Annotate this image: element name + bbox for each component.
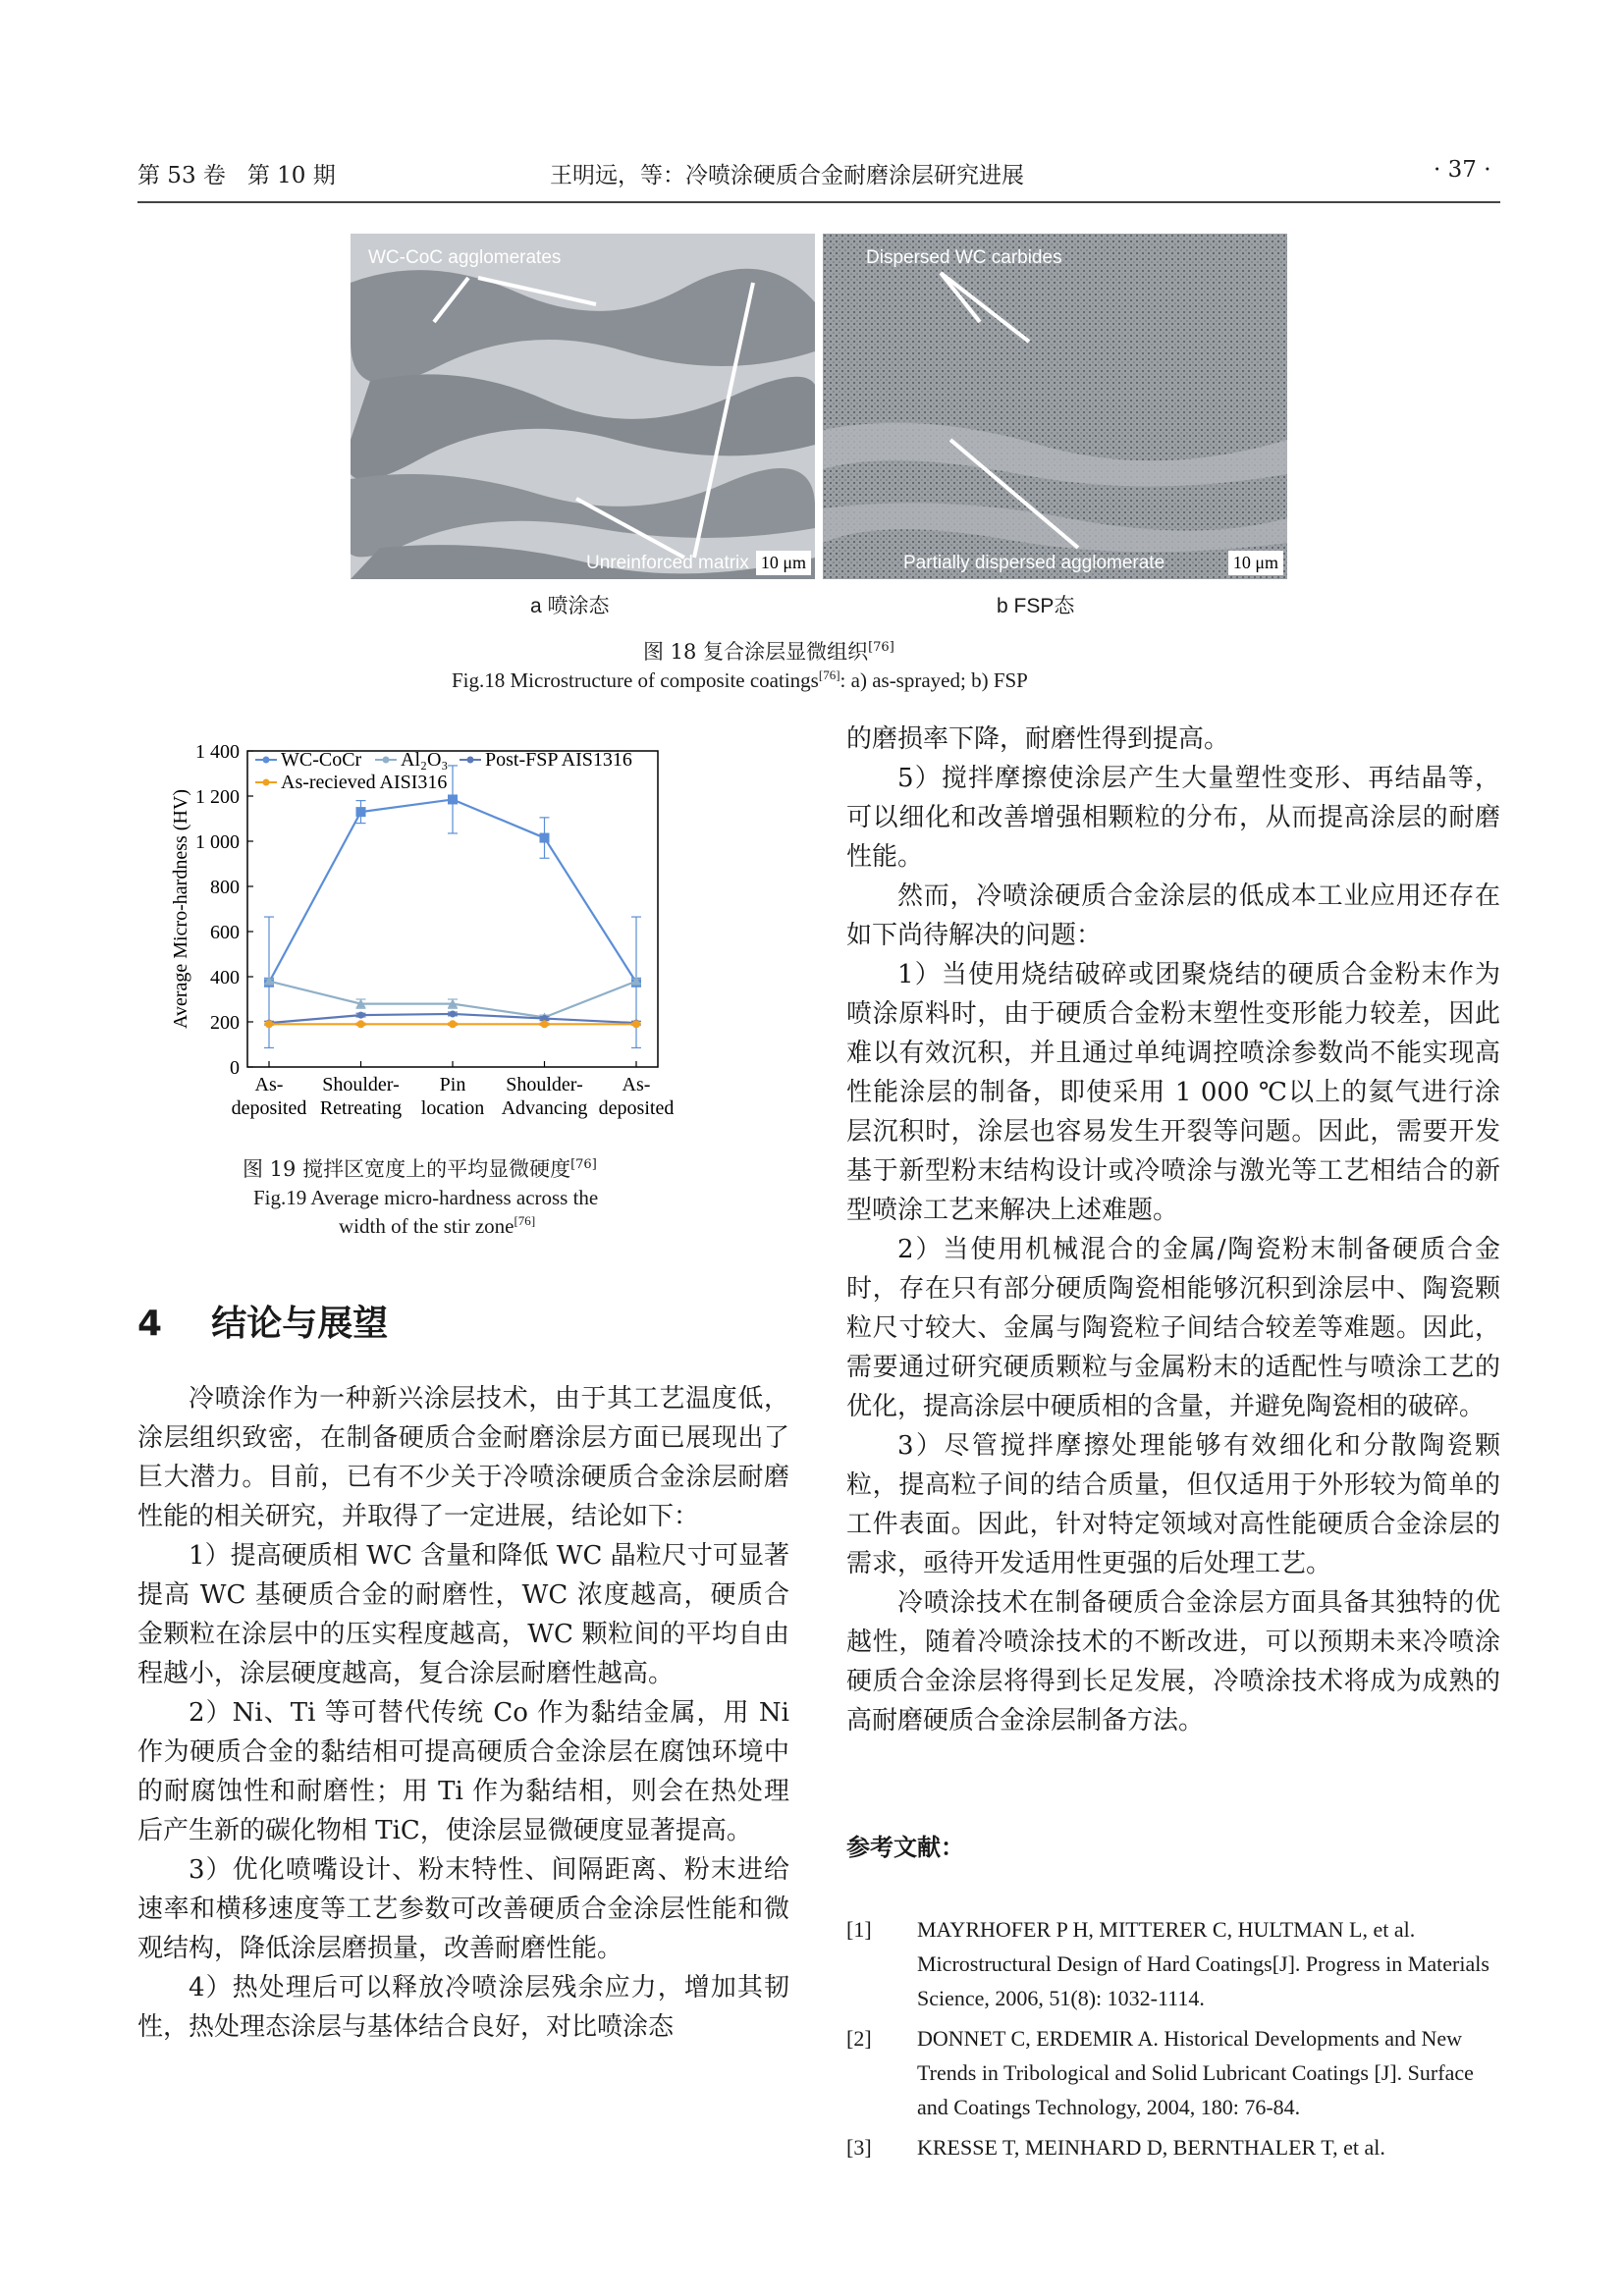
fig18a-label-agglomerates: WC-CoC agglomerates [368,247,562,268]
legend-marker [263,779,270,786]
fig18b-caption: b FSP态 [997,595,1075,617]
legend-marker [467,757,474,764]
header-rule [137,201,1500,203]
data-point [541,1020,549,1028]
header-title: 王明远，等：冷喷涂硬质合金耐磨涂层研究进展 [550,163,1024,188]
y-tick-label: 600 [210,922,240,943]
reference-item: [1] MAYRHOFER P H, MITTERER C, HULTMAN L, et al. Microstructural Design of Hard Coatings[J]. Progress in Materials Science, 2006, 51(8): 1032-1114. [846,1917,1489,2010]
y-tick-label: 800 [210,877,240,898]
fig19-caption-cn: 图 19 搅拌区宽度上的平均显微硬度[76] [243,1157,597,1181]
y-tick-label: 1 200 [195,786,240,808]
legend-label: Post-FSP AIS1316 [485,749,632,771]
header-volume: 第 53 卷 第 10 期 [137,163,336,188]
header-page-number: · 37 · [1434,157,1491,183]
paragraph: 3）尽管搅拌摩擦处理能够有效细化和分散陶瓷颗粒，提高粒子间的结合质量，但仅适用于外形较为简单的工件表面。因此，针对特定领域对高性能硬质合金涂层的需求，亟待开发适用性更强的后处理工艺。 [846,1431,1500,1578]
paragraph: 2）Ni、Ti 等可替代传统 Co 作为黏结金属，用 Ni 作为硬质合金的黏结相可提高硬质合金涂层在腐蚀环境中的耐腐蚀性和耐磨性；用 Ti 作为黏结相，则会在热处理后产生新的碳化物相 TiC，使涂层显微硬度显著提高。 [137,1698,789,1845]
x-tick-label: deposited [231,1097,307,1119]
paragraph-continuation: 的磨损率下降，耐磨性得到提高。 [846,724,1230,754]
references-heading: 参考文献： [846,1834,964,1861]
y-tick-label: 0 [230,1057,240,1079]
data-point [632,1020,640,1028]
data-point [357,1012,364,1019]
data-point [448,794,458,804]
micrograph-b-texture [823,234,1287,579]
x-tick-label: location [420,1097,485,1119]
y-tick-label: 1 000 [195,831,240,853]
paragraph: 1）当使用烧结破碎或团聚烧结的硬质合金粉末作为喷涂原料时，由于硬质合金粉末塑性变形能力较差，因此难以有效沉积，并且通过单纯调控喷涂参数尚不能实现高性能涂层的制备，即使采用 1 000 ℃以上的氦气进行涂层沉积时，涂层也容易发生开裂等问题。因此，需要开发基于新型粉末结构设计或冷喷涂与激光等工艺相结合的新型喷涂工艺来解决上述难题。 [846,960,1500,1225]
x-tick-label: Shoulder- [322,1074,400,1095]
data-point [450,1010,457,1017]
paragraph: 1）提高硬质相 WC 含量和降低 WC 晶粒尺寸可显著提高 WC 基硬质合金的耐磨性，WC 浓度越高，硬质合金颗粒在涂层中的压实程度越高，WC 颗粒间的平均自由程越小，涂层硬度越高，复合涂层耐磨性越高。 [137,1541,789,1688]
reference-item: [2] DONNET C, ERDEMIR A. Historical Developments and New Trends in Tribological and Solid Lubricant Coatings [J]. Surface and Coatings Technology, 2004, 180: 76-84. [846,2026,1474,2119]
fig18-caption-en: Fig.18 Microstructure of composite coatings[76]: a) as-sprayed; b) FSP [452,667,1028,692]
x-tick-label: deposited [598,1097,675,1119]
y-tick-label: 400 [210,967,240,988]
paragraph: 2）当使用机械混合的金属/陶瓷粉末制备硬质合金时，存在只有部分硬质陶瓷相能够沉积到涂层中、陶瓷颗粒尺寸较大、金属与陶瓷粒子间结合较差等难题。因此，需要通过研究硬质颗粒与金属粉末的适配性与喷涂工艺的优化，提高涂层中硬质相的含量，并避免陶瓷相的破碎。 [846,1235,1500,1421]
paragraph: 3）优化喷嘴设计、粉末特性、间隔距离、粉末进给速率和横移速度等工艺参数可改善硬质合金涂层性能和微观结构，降低涂层磨损量，改善耐磨性能。 [137,1855,789,1963]
fig18-panel-b-image [823,234,1287,579]
paragraph: 冷喷涂作为一种新兴涂层技术，由于其工艺温度低，涂层组织致密，在制备硬质合金耐磨涂层方面已展现出了巨大潜力。目前，已有不少关于冷喷涂硬质合金涂层耐磨性能的相关研究，并取得了一定进展，结论如下： [137,1384,789,1531]
y-tick-label: 1 400 [195,741,240,763]
micrograph-a-texture [351,234,815,579]
paragraph: 4）热处理后可以释放冷喷涂层残余应力，增加其韧性，热处理态涂层与基体结合良好，对比喷涂态 [137,1973,789,2042]
fig18-caption-cn: 图 18 复合涂层显微组织[76] [643,640,894,664]
fig18-panel-a-image [351,234,815,579]
legend-label: Al₂O₃ [401,749,449,771]
paragraph: 5）搅拌摩擦使涂层产生大量塑性变形、再结晶等，可以细化和改善增强相颗粒的分布，从而提高涂层的耐磨性能。 [846,764,1500,872]
fig18b-label-dispersed: Dispersed WC carbides [866,247,1062,268]
data-point [540,833,550,843]
fig19-caption-en-1: Fig.19 Average micro-hardness across the [253,1186,599,1209]
fig19-caption-en-2: width of the stir zone[76] [339,1213,536,1238]
legend-marker [383,757,390,764]
legend-marker [263,757,270,764]
x-tick-label: As- [254,1074,284,1095]
data-point [449,1020,457,1028]
fig18a-label-matrix: Unreinforced matrix [586,553,749,573]
fig18a-caption: a 喷涂态 [530,595,610,617]
section-heading: 4 结论与展望 [137,1304,389,1344]
x-tick-label: Advancing [501,1097,588,1119]
data-point [356,807,366,817]
data-point [357,1020,365,1028]
y-axis-label: Average Micro-hardness (HV) [170,789,191,1029]
paragraph: 然而，冷喷涂硬质合金涂层的低成本工业应用还存在如下尚待解决的问题： [846,881,1500,950]
x-tick-label: As- [622,1074,651,1095]
fig19-chart [167,712,756,1144]
x-tick-label: Shoulder- [506,1074,583,1095]
x-tick-label: Retreating [319,1097,403,1119]
fig18b-label-partial: Partially dispersed agglomerate [903,553,1165,573]
right-column [846,720,1500,1740]
legend-label: As-recieved AISI316 [281,772,448,793]
left-column [137,1379,789,2047]
paragraph: 冷喷涂技术在制备硬质合金涂层方面具备其独特的优越性，随着冷喷涂技术的不断改进，可以预期未来冷喷涂硬质合金涂层将得到长足发展，冷喷涂技术将成为成熟的高耐磨硬质合金涂层制备方法。 [846,1588,1500,1735]
x-tick-label: Pin [439,1074,466,1095]
references-list [846,1912,1500,2170]
fig18b-scale-bar: 10 μm [1228,551,1283,575]
data-point [265,1020,273,1028]
y-tick-label: 200 [210,1012,240,1034]
reference-item: [3] KRESSE T, MEINHARD D, BERNTHALER T, et al. [846,2135,1385,2160]
fig18a-scale-bar: 10 μm [756,551,811,575]
legend-label: WC-CoCr [281,749,362,771]
